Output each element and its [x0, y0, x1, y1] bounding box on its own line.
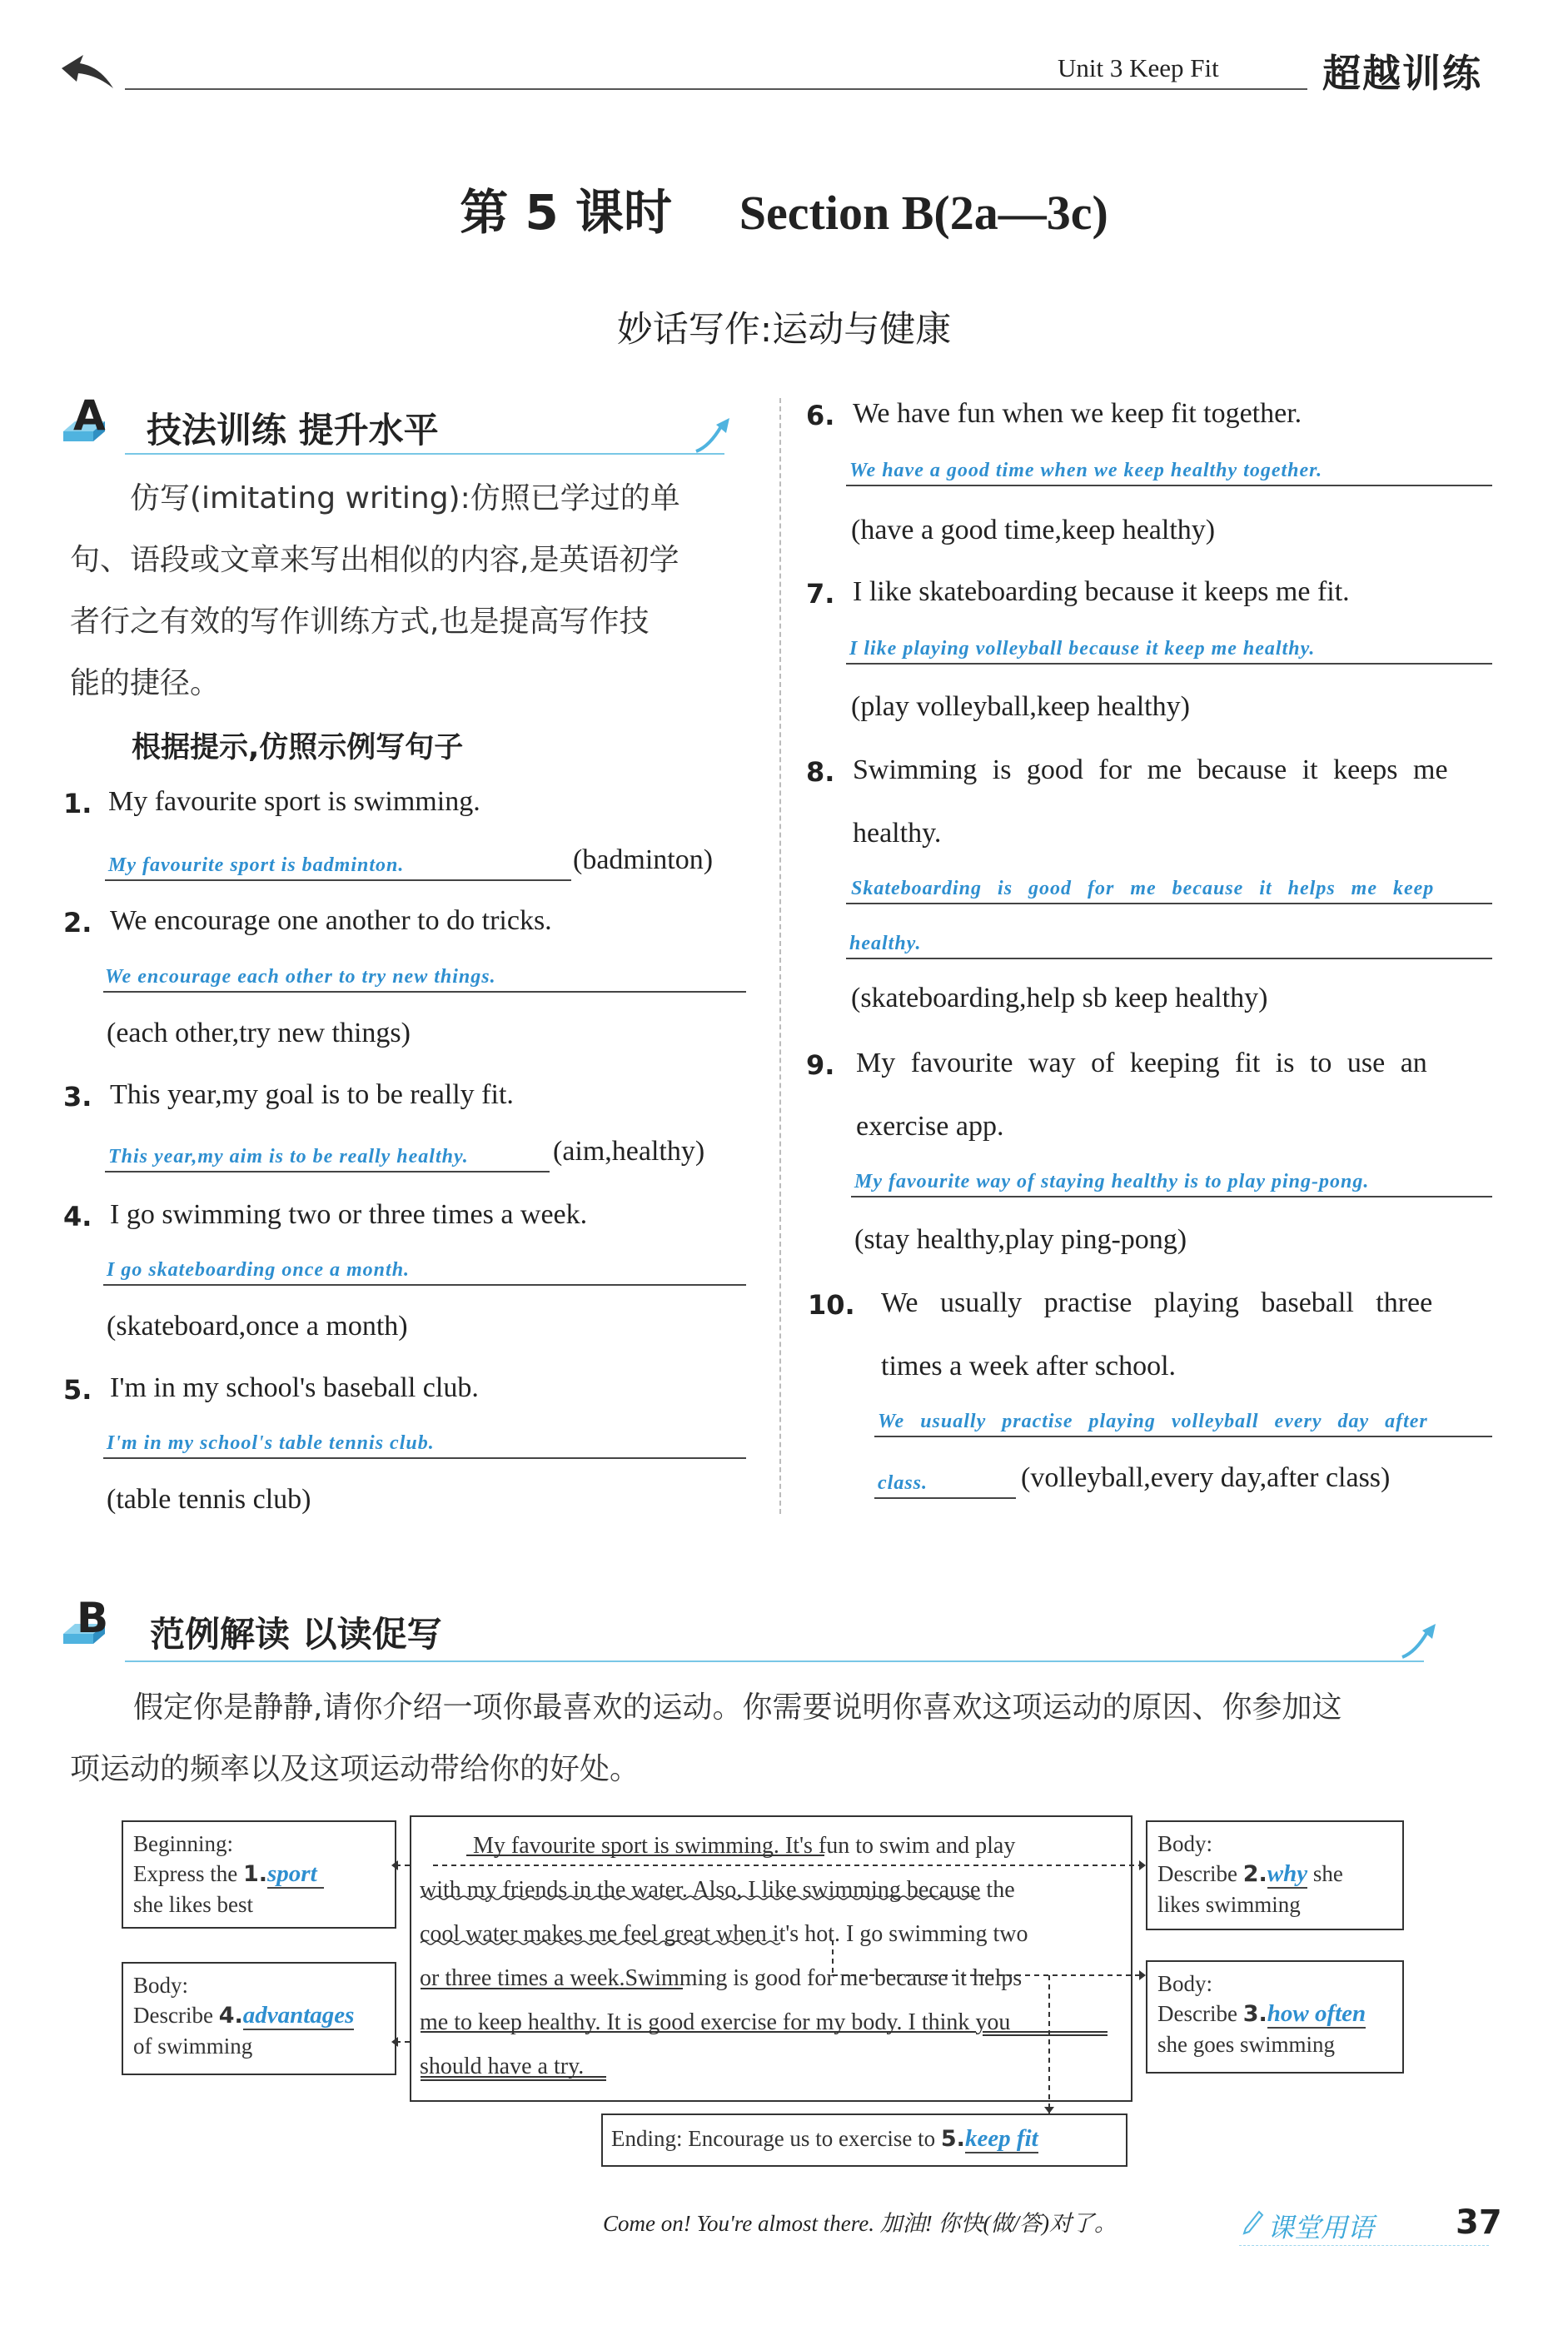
- answer-line: [851, 1196, 1492, 1197]
- item-question: We have fun when we keep fit together.: [853, 398, 1302, 429]
- lesson-number: 第 5 课时: [460, 184, 672, 241]
- section-a-intro: [70, 468, 749, 714]
- answer-line: [874, 1436, 1492, 1437]
- item-answer-cont: healthy.: [849, 933, 922, 954]
- answer-line: [103, 1457, 746, 1459]
- box-label: Body:: [1157, 1971, 1213, 1996]
- item-answer-cont: class.: [878, 1472, 928, 1494]
- header-rule: [125, 88, 1307, 90]
- passage-line: should have a try.: [420, 2054, 585, 2079]
- body-advantages-box: [122, 1962, 396, 2075]
- beginning-box: [122, 1820, 396, 1929]
- unit-label: Unit 3 Keep Fit: [1058, 53, 1219, 82]
- item-answer: I go skateboarding once a month.: [107, 1259, 411, 1281]
- item-number: 1.: [63, 788, 92, 819]
- section-a-rule: [125, 453, 724, 455]
- item-question: I like skateboarding because it keeps me fit.: [853, 576, 1350, 607]
- back-arrow-icon: [58, 52, 117, 93]
- item-question: I go swimming two or three times a week.: [110, 1199, 588, 1230]
- answer-line: [846, 485, 1492, 486]
- box-text: Ending: Encourage us to exercise to 5.keep fit: [611, 2125, 1038, 2152]
- box-text: likes swimming: [1157, 1892, 1301, 1917]
- answer-line: [103, 991, 746, 993]
- item-number: 3.: [63, 1081, 92, 1113]
- item-question: My favourite way of keeping fit is to use an: [856, 1048, 1427, 1078]
- box-text: Express the 1.sport: [133, 1859, 385, 1889]
- body-why-box: [1146, 1820, 1404, 1930]
- item-hint: (badminton): [573, 844, 714, 875]
- item-number: 9.: [806, 1049, 835, 1081]
- answer-line: [846, 958, 1492, 959]
- page-number: 37: [1456, 2203, 1502, 2242]
- answer-line: [874, 1497, 1016, 1499]
- item-number: 7.: [806, 578, 835, 610]
- item-hint: (have a good time,keep healthy): [851, 515, 1216, 545]
- passage-line: or three times a week.Swimming is good for me because it helps: [420, 1965, 1023, 1991]
- swoosh-arrow-icon: [693, 416, 734, 455]
- item-answer: This year,my aim is to be really healthy.: [108, 1146, 469, 1168]
- footer-brand: 课堂用语: [1267, 2212, 1375, 2243]
- page-subtitle: 妙话写作:运动与健康: [616, 309, 952, 351]
- section-a-letter: A: [73, 391, 106, 440]
- item-question: I'm in my school's baseball club.: [110, 1372, 479, 1403]
- item-hint: (aim,healthy): [553, 1136, 705, 1167]
- prompt-line: 项运动的频率以及这项运动带给你的好处。: [70, 1752, 640, 1786]
- item-hint: (stay healthy,play ping-pong): [854, 1224, 1187, 1255]
- section-a-title: 技法训练 提升水平: [147, 410, 439, 451]
- box-text: of swimming: [133, 2034, 253, 2059]
- item-question-cont: exercise app.: [856, 1111, 1004, 1142]
- answer-line: [103, 1284, 746, 1286]
- intro-line: 仿写(imitating writing):仿照已学过的单: [130, 481, 680, 515]
- intro-line: 能的捷径。: [70, 666, 221, 700]
- item-question: We encourage one another to do tricks.: [110, 905, 552, 936]
- item-number: 10.: [808, 1289, 855, 1321]
- item-question: We usually practise playing baseball three: [881, 1287, 1433, 1318]
- box-label: Body:: [1157, 1831, 1213, 1856]
- item-question: Swimming is good for me because it keeps me: [853, 754, 1448, 785]
- item-question: My favourite sport is swimming.: [108, 786, 480, 817]
- passage-line: My favourite sport is swimming. It's fun to swim and play: [473, 1833, 1016, 1859]
- body-how-often-box: [1146, 1960, 1404, 2074]
- item-number: 8.: [806, 756, 835, 788]
- box-label: Body:: [133, 1973, 189, 1998]
- answer-line: [846, 903, 1492, 904]
- item-answer: I'm in my school's table tennis club.: [107, 1432, 435, 1454]
- footer-rule: [1239, 2245, 1489, 2246]
- answer-line: [846, 663, 1492, 665]
- item-number: 4.: [63, 1201, 92, 1232]
- section-b-letter: B: [77, 1594, 109, 1642]
- passage-box: [410, 1815, 1132, 2102]
- instruction: 根据提示,仿照示例写句子: [132, 731, 464, 764]
- box-text: she likes best: [133, 1892, 253, 1917]
- item-hint: (table tennis club): [107, 1484, 311, 1515]
- item-hint: (volleyball,every day,after class): [1021, 1462, 1391, 1493]
- item-hint: (each other,try new things): [107, 1018, 411, 1048]
- answer-line: [105, 1171, 550, 1172]
- item-question-cont: times a week after school.: [881, 1351, 1177, 1382]
- item-answer: My favourite way of staying healthy is to play ping-pong.: [854, 1171, 1370, 1192]
- box-text: Describe 3.how often: [1157, 2000, 1366, 2027]
- section-b-rule: [125, 1660, 1424, 1662]
- page-title: [0, 173, 1568, 243]
- swoosh-arrow-icon: [1399, 1622, 1441, 1660]
- item-answer: We encourage each other to try new things.: [105, 966, 496, 988]
- box-text: Describe 4.advantages: [133, 2002, 355, 2029]
- item-answer: We usually practise playing volleyball every day after: [878, 1411, 1428, 1432]
- item-hint: (play volleyball,keep healthy): [851, 691, 1190, 722]
- box-text: Describe 2.why she: [1157, 1860, 1343, 1887]
- footer-text: Come on! You're almost there. 加油! 你快(做/答)对了。: [603, 2211, 1117, 2236]
- item-hint: (skateboarding,help sb keep healthy): [851, 983, 1268, 1013]
- box-label: Beginning:: [133, 1831, 233, 1856]
- answer-line: [105, 879, 571, 881]
- item-answer: Skateboarding is good for me because it helps me keep: [851, 878, 1435, 899]
- passage-line: me to keep healthy. It is good exercise for my body. I think you: [420, 2009, 1011, 2035]
- item-answer: We have a good time when we keep healthy together.: [849, 460, 1323, 481]
- prompt-line: 假定你是静静,请你介绍一项你最喜欢的运动。你需要说明你喜欢这项运动的原因、你参加这: [133, 1690, 1342, 1725]
- brand-title: 超越训练: [1322, 51, 1482, 96]
- item-number: 2.: [63, 907, 92, 938]
- item-number: 6.: [806, 400, 835, 431]
- item-answer: I like playing volleyball because it keep me healthy.: [849, 638, 1316, 660]
- section-label: Section B(2a—3c): [739, 186, 1108, 240]
- column-divider: [779, 398, 781, 1514]
- passage-line: with my friends in the water. Also, I like swimming because the: [420, 1877, 1015, 1903]
- item-number: 5.: [63, 1374, 92, 1406]
- passage-line: cool water makes me feel great when it's hot. I go swimming two: [420, 1921, 1028, 1947]
- item-answer: My favourite sport is badminton.: [108, 854, 405, 876]
- intro-line: 者行之有效的写作训练方式,也是提高写作技: [70, 605, 650, 639]
- intro-line: 句、语段或文章来写出相似的内容,是英语初学: [70, 543, 679, 577]
- section-b-prompt: [70, 1677, 1502, 1800]
- item-question-cont: healthy.: [853, 818, 942, 849]
- item-question: This year,my goal is to be really fit.: [110, 1079, 514, 1110]
- box-text: she goes swimming: [1157, 2032, 1335, 2057]
- item-hint: (skateboard,once a month): [107, 1311, 408, 1342]
- section-b-title: 范例解读 以读促写: [150, 1614, 442, 1655]
- ending-box: [601, 2113, 1127, 2167]
- pencil-icon: [1242, 2210, 1264, 2235]
